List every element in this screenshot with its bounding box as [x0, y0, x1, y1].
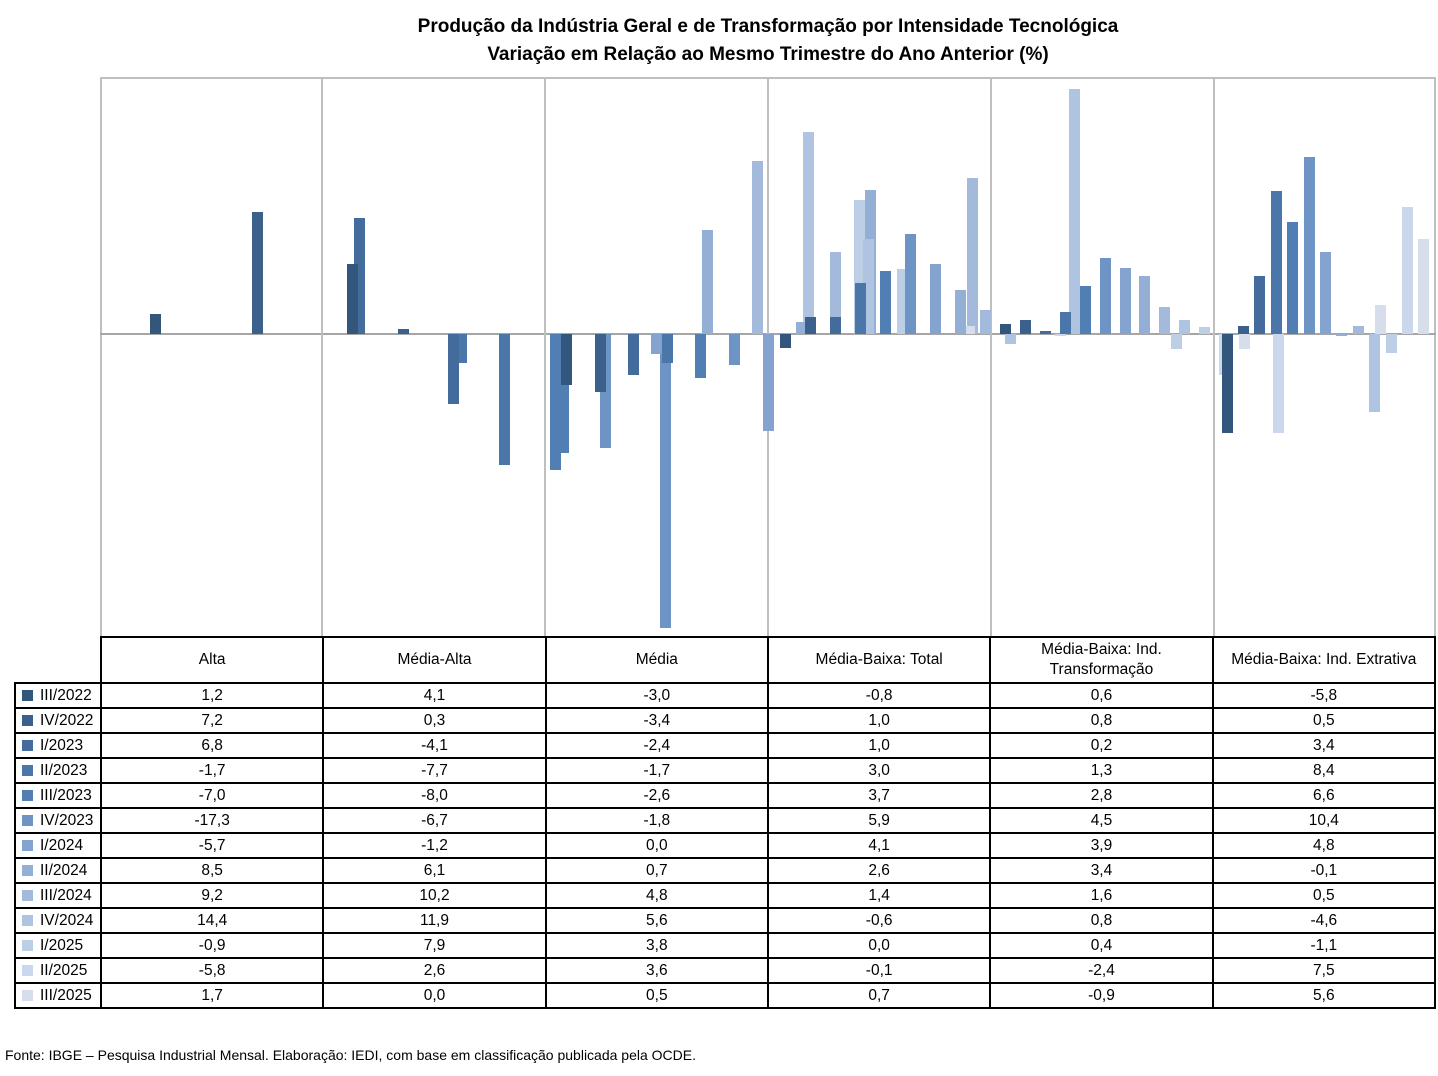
- value-cell-ii-2024-m-dia-alta: 6,1: [323, 858, 545, 883]
- value-cell-iii-2025-m-dia-baixa-total: 0,7: [768, 983, 990, 1008]
- table-header-row: [15, 637, 1435, 683]
- value-cell-ii-2024-m-dia-baixa-ind-extrativa: -0,1: [1213, 858, 1435, 883]
- table-row-ii-2023: [15, 758, 1435, 783]
- value-cell-i-2023-alta: 6,8: [101, 733, 323, 758]
- value-cell-ii-2023-m-dia-baixa-ind-extrativa: 8,4: [1213, 758, 1435, 783]
- legend-swatch-iv-2024: [22, 915, 33, 926]
- legend-swatch-iv-2022: [22, 715, 33, 726]
- bar-i-2023-m-dia-baixa-ind-extrativa: [1254, 276, 1265, 334]
- bar-iv-2023-m-dia-baixa-ind-extrativa: [1304, 157, 1315, 334]
- legend-swatch-i-2024: [22, 840, 33, 851]
- bar-ii-2023-m-dia-baixa-ind-extrativa: [1271, 191, 1282, 334]
- value-cell-iii-2025-m-dia-alta: 0,0: [323, 983, 545, 1008]
- column-header-m-dia-baixa-ind-extrativa: Média-Baixa: Ind. Extrativa: [1213, 637, 1435, 683]
- legend-swatch-i-2023: [22, 740, 33, 751]
- bar-iii-2022-m-dia-alta: [347, 264, 358, 334]
- legend-swatch-i-2025: [22, 940, 33, 951]
- value-cell-ii-2025-alta: -5,8: [101, 958, 323, 983]
- row-label-iv-2022: IV/2022: [15, 708, 101, 733]
- bar-iii-2024-alta: [967, 178, 978, 334]
- value-cell-i-2024-alta: -5,7: [101, 833, 323, 858]
- table-row-iv-2024: [15, 908, 1435, 933]
- bar-ii-2025-alta: [1273, 334, 1284, 433]
- value-cell-iii-2022-m-dia-alta: 4,1: [323, 683, 545, 708]
- legend-swatch-iii-2024: [22, 890, 33, 901]
- legend-swatch-ii-2023: [22, 765, 33, 776]
- value-cell-iii-2022-m-dia-baixa-total: -0,8: [768, 683, 990, 708]
- value-cell-i-2023-m-dia-baixa-ind-transforma-o: 0,2: [990, 733, 1212, 758]
- value-cell-iii-2024-m-dia: 4,8: [546, 883, 768, 908]
- chart-panel-alta: [100, 77, 323, 636]
- bar-iii-2023-m-dia-baixa-total: [880, 271, 891, 334]
- bar-i-2023-m-dia-alta: [448, 334, 459, 404]
- value-cell-iv-2024-m-dia-baixa-total: -0,6: [768, 908, 990, 933]
- value-cell-ii-2023-m-dia-baixa-total: 3,0: [768, 758, 990, 783]
- legend-swatch-iii-2023: [22, 790, 33, 801]
- row-label-ii-2024: II/2024: [15, 858, 101, 883]
- value-cell-i-2023-m-dia-baixa-ind-extrativa: 3,4: [1213, 733, 1435, 758]
- value-cell-ii-2024-m-dia-baixa-total: 2,6: [768, 858, 990, 883]
- bar-iii-2025-alta: [1375, 305, 1386, 334]
- bar-i-2025-alta: [1171, 334, 1182, 349]
- bar-iii-2023-m-dia-alta: [550, 334, 561, 470]
- bar-iii-2023-m-dia-baixa-ind-extrativa: [1287, 222, 1298, 334]
- bar-iii-2023-m-dia-baixa-ind-transforma-o: [1080, 286, 1091, 334]
- value-cell-i-2025-alta: -0,9: [101, 933, 323, 958]
- bar-ii-2023-m-dia-alta: [499, 334, 510, 465]
- table-body: [15, 683, 1435, 1008]
- value-cell-i-2025-m-dia: 3,8: [546, 933, 768, 958]
- bar-ii-2023-m-dia-baixa-ind-transforma-o: [1060, 312, 1071, 334]
- value-cell-ii-2023-m-dia: -1,7: [546, 758, 768, 783]
- chart-title: Produção da Indústria Geral e de Transformação por Intensidade Tecnológica: [417, 16, 1119, 37]
- bar-i-2024-m-dia-alta: [651, 334, 662, 354]
- row-label-ii-2025: II/2025: [15, 958, 101, 983]
- chart-plot-area: [100, 77, 1436, 636]
- bar-iv-2024-m-dia-baixa-ind-transforma-o: [1179, 320, 1190, 334]
- value-cell-iv-2024-m-dia-baixa-ind-extrativa: -4,6: [1213, 908, 1435, 933]
- bar-iv-2023-alta: [660, 334, 671, 628]
- bar-iii-2022-m-dia-baixa-total: [780, 334, 791, 348]
- row-label-i-2024: I/2024: [15, 833, 101, 858]
- row-label-ii-2023: II/2023: [15, 758, 101, 783]
- value-cell-i-2024-m-dia-baixa-ind-transforma-o: 3,9: [990, 833, 1212, 858]
- bar-i-2025-m-dia-baixa-ind-extrativa: [1386, 334, 1397, 353]
- bar-iii-2024-m-dia-baixa-ind-transforma-o: [1159, 307, 1170, 334]
- value-cell-ii-2024-m-dia-baixa-ind-transforma-o: 3,4: [990, 858, 1212, 883]
- value-cell-i-2024-m-dia-baixa-ind-extrativa: 4,8: [1213, 833, 1435, 858]
- bar-iii-2025-m-dia-baixa-ind-extrativa: [1418, 239, 1429, 334]
- value-cell-iv-2023-m-dia-baixa-total: 5,9: [768, 808, 990, 833]
- value-cell-ii-2025-m-dia: 3,6: [546, 958, 768, 983]
- bar-i-2024-m-dia-baixa-ind-extrativa: [1320, 252, 1331, 334]
- row-label-iii-2025: III/2025: [15, 983, 101, 1008]
- bar-iv-2022-m-dia-baixa-ind-extrativa: [1238, 326, 1249, 334]
- bar-iv-2024-m-dia-alta: [803, 132, 814, 334]
- bar-ii-2024-m-dia-alta: [702, 230, 713, 334]
- bar-iii-2024-m-dia-alta: [752, 161, 763, 334]
- value-cell-iv-2023-m-dia: -1,8: [546, 808, 768, 833]
- value-cell-iii-2024-m-dia-baixa-total: 1,4: [768, 883, 990, 908]
- table-row-ii-2025: [15, 958, 1435, 983]
- value-cell-iii-2025-m-dia: 0,5: [546, 983, 768, 1008]
- bar-iv-2023-m-dia: [729, 334, 740, 365]
- chart-subtitle: Variação em Relação ao Mesmo Trimestre do Ano Anterior (%): [487, 44, 1049, 65]
- value-cell-i-2025-m-dia-baixa-total: 0,0: [768, 933, 990, 958]
- chart-panel-m-dia-baixa-ind-transforma-o: [992, 77, 1215, 636]
- value-cell-iii-2023-m-dia: -2,6: [546, 783, 768, 808]
- value-cell-ii-2023-alta: -1,7: [101, 758, 323, 783]
- table-row-iii-2022: [15, 683, 1435, 708]
- bar-ii-2025-m-dia-baixa-total: [1055, 334, 1066, 336]
- bar-ii-2023-m-dia-baixa-total: [855, 283, 866, 334]
- bar-ii-2023-m-dia: [662, 334, 673, 363]
- value-cell-i-2025-m-dia-baixa-ind-transforma-o: 0,4: [990, 933, 1212, 958]
- bar-iv-2024-m-dia-baixa-total: [1005, 334, 1016, 344]
- value-cell-ii-2025-m-dia-baixa-ind-extrativa: 7,5: [1213, 958, 1435, 983]
- value-cell-iv-2022-alta: 7,2: [101, 708, 323, 733]
- bar-iv-2022-m-dia-alta: [398, 329, 409, 334]
- table-row-iii-2025: [15, 983, 1435, 1008]
- table-row-i-2025: [15, 933, 1435, 958]
- value-cell-iii-2022-m-dia-baixa-ind-extrativa: -5,8: [1213, 683, 1435, 708]
- table-header-row: [15, 637, 1435, 683]
- value-cell-iii-2022-alta: 1,2: [101, 683, 323, 708]
- value-cell-i-2025-m-dia-baixa-ind-extrativa: -1,1: [1213, 933, 1435, 958]
- bar-iv-2022-alta: [252, 212, 263, 334]
- legend-swatch-ii-2024: [22, 865, 33, 876]
- value-cell-iv-2024-alta: 14,4: [101, 908, 323, 933]
- legend-swatch-iv-2023: [22, 815, 33, 826]
- value-cell-ii-2023-m-dia-alta: -7,7: [323, 758, 545, 783]
- bar-iv-2022-m-dia: [595, 334, 606, 392]
- bar-i-2023-m-dia-baixa-total: [830, 317, 841, 334]
- bar-i-2023-m-dia-baixa-ind-transforma-o: [1040, 331, 1051, 334]
- bar-ii-2025-m-dia-baixa-ind-extrativa: [1402, 207, 1413, 334]
- table-row-iv-2023: [15, 808, 1435, 833]
- value-cell-iii-2024-m-dia-alta: 10,2: [323, 883, 545, 908]
- bar-iii-2022-m-dia-baixa-ind-transforma-o: [1000, 324, 1011, 334]
- column-header-m-dia-baixa-ind-transforma-o: Média-Baixa: Ind. Transformação: [990, 637, 1212, 683]
- value-cell-iii-2024-m-dia-baixa-ind-extrativa: 0,5: [1213, 883, 1435, 908]
- value-cell-iii-2023-alta: -7,0: [101, 783, 323, 808]
- value-cell-ii-2025-m-dia-baixa-ind-transforma-o: -2,4: [990, 958, 1212, 983]
- value-cell-iii-2022-m-dia: -3,0: [546, 683, 768, 708]
- legend-swatch-iii-2022: [22, 690, 33, 701]
- value-cell-iv-2022-m-dia-baixa-ind-extrativa: 0,5: [1213, 708, 1435, 733]
- bar-iv-2023-m-dia-baixa-total: [905, 234, 916, 334]
- value-cell-iv-2023-alta: -17,3: [101, 808, 323, 833]
- value-cell-iii-2024-alta: 9,2: [101, 883, 323, 908]
- bar-iv-2024-alta: [1069, 89, 1080, 334]
- value-cell-iii-2024-m-dia-baixa-ind-transforma-o: 1,6: [990, 883, 1212, 908]
- table-row-iii-2024: [15, 883, 1435, 908]
- value-cell-ii-2025-m-dia-alta: 2,6: [323, 958, 545, 983]
- value-cell-ii-2025-m-dia-baixa-total: -0,1: [768, 958, 990, 983]
- value-cell-i-2023-m-dia: -2,4: [546, 733, 768, 758]
- value-cell-iv-2022-m-dia-baixa-total: 1,0: [768, 708, 990, 733]
- bar-iv-2022-m-dia-baixa-total: [805, 317, 816, 334]
- bar-iv-2022-m-dia-baixa-ind-transforma-o: [1020, 320, 1031, 334]
- value-cell-i-2024-m-dia-alta: -1,2: [323, 833, 545, 858]
- data-table: [14, 636, 1436, 1009]
- row-label-iv-2023: IV/2023: [15, 808, 101, 833]
- bar-iii-2024-m-dia-baixa-total: [980, 310, 991, 334]
- chart-panel-m-dia-baixa-ind-extrativa: [1215, 77, 1436, 636]
- table-row-iii-2023: [15, 783, 1435, 808]
- value-cell-iii-2023-m-dia-baixa-ind-extrativa: 6,6: [1213, 783, 1435, 808]
- value-cell-ii-2023-m-dia-baixa-ind-transforma-o: 1,3: [990, 758, 1212, 783]
- value-cell-iii-2022-m-dia-baixa-ind-transforma-o: 0,6: [990, 683, 1212, 708]
- table-row-ii-2024: [15, 858, 1435, 883]
- table-row-i-2023: [15, 733, 1435, 758]
- bar-i-2024-alta: [763, 334, 774, 431]
- value-cell-iv-2024-m-dia-alta: 11,9: [323, 908, 545, 933]
- chart-panel-m-dia: [546, 77, 769, 636]
- value-cell-ii-2024-m-dia: 0,7: [546, 858, 768, 883]
- value-cell-iv-2022-m-dia: -3,4: [546, 708, 768, 733]
- row-label-iii-2023: III/2023: [15, 783, 101, 808]
- value-cell-iv-2022-m-dia-alta: 0,3: [323, 708, 545, 733]
- column-header-m-dia-baixa-total: Média-Baixa: Total: [768, 637, 990, 683]
- bar-iii-2022-m-dia-baixa-ind-extrativa: [1222, 334, 1233, 433]
- bar-iii-2023-m-dia: [695, 334, 706, 378]
- value-cell-i-2024-m-dia-baixa-total: 4,1: [768, 833, 990, 858]
- value-cell-iii-2025-m-dia-baixa-ind-extrativa: 5,6: [1213, 983, 1435, 1008]
- bar-i-2023-m-dia: [628, 334, 639, 375]
- value-cell-ii-2024-alta: 8,5: [101, 858, 323, 883]
- column-header-m-dia: Média: [546, 637, 768, 683]
- value-cell-i-2023-m-dia-baixa-total: 1,0: [768, 733, 990, 758]
- table-row-iv-2022: [15, 708, 1435, 733]
- legend-swatch-ii-2025: [22, 965, 33, 976]
- row-label-iii-2024: III/2024: [15, 883, 101, 908]
- bar-i-2024-m-dia-baixa-total: [930, 264, 941, 334]
- source-note: Fonte: IBGE – Pesquisa Industrial Mensal. Elaboração: IEDI, com base em classificação publicada pela OCDE.: [5, 1047, 697, 1063]
- bar-i-2024-m-dia-baixa-ind-transforma-o: [1120, 268, 1131, 334]
- row-label-iv-2024: IV/2024: [15, 908, 101, 933]
- value-cell-i-2023-m-dia-alta: -4,1: [323, 733, 545, 758]
- value-cell-iii-2023-m-dia-baixa-ind-transforma-o: 2,8: [990, 783, 1212, 808]
- row-label-iii-2022: III/2022: [15, 683, 101, 708]
- bar-iv-2023-m-dia-baixa-ind-transforma-o: [1100, 258, 1111, 334]
- value-cell-i-2025-m-dia-alta: 7,9: [323, 933, 545, 958]
- value-cell-iv-2023-m-dia-baixa-ind-transforma-o: 4,5: [990, 808, 1212, 833]
- value-cell-iv-2023-m-dia-alta: -6,7: [323, 808, 545, 833]
- column-header-m-dia-alta: Média-Alta: [323, 637, 545, 683]
- bar-iii-2025-m-dia-baixa-ind-transforma-o: [1239, 334, 1250, 349]
- bar-iv-2024-m-dia-baixa-ind-extrativa: [1369, 334, 1380, 412]
- value-cell-iii-2025-m-dia-baixa-ind-transforma-o: -0,9: [990, 983, 1212, 1008]
- legend-swatch-iii-2025: [22, 990, 33, 1001]
- row-label-i-2025: I/2025: [15, 933, 101, 958]
- column-header-alta: Alta: [101, 637, 323, 683]
- table-row-i-2024: [15, 833, 1435, 858]
- value-cell-iii-2025-alta: 1,7: [101, 983, 323, 1008]
- value-cell-i-2024-m-dia: 0,0: [546, 833, 768, 858]
- bar-ii-2024-m-dia-baixa-total: [955, 290, 966, 334]
- bar-ii-2024-m-dia-baixa-ind-extrativa: [1336, 334, 1347, 336]
- value-cell-iv-2024-m-dia-baixa-ind-transforma-o: 0,8: [990, 908, 1212, 933]
- chart-panel-m-dia-alta: [323, 77, 546, 636]
- bar-iii-2022-alta: [150, 314, 161, 334]
- value-cell-iii-2023-m-dia-baixa-total: 3,7: [768, 783, 990, 808]
- bar-iii-2024-m-dia-baixa-ind-extrativa: [1353, 326, 1364, 334]
- bar-i-2025-m-dia-baixa-ind-transforma-o: [1199, 327, 1210, 334]
- bar-iii-2022-m-dia: [561, 334, 572, 385]
- row-label-i-2023: I/2023: [15, 733, 101, 758]
- chart-panels: [100, 77, 1436, 636]
- bar-ii-2024-m-dia-baixa-ind-transforma-o: [1139, 276, 1150, 334]
- table-corner-cell: [15, 637, 101, 683]
- value-cell-iii-2023-m-dia-alta: -8,0: [323, 783, 545, 808]
- value-cell-iv-2024-m-dia: 5,6: [546, 908, 768, 933]
- value-cell-iv-2023-m-dia-baixa-ind-extrativa: 10,4: [1213, 808, 1435, 833]
- value-cell-iv-2022-m-dia-baixa-ind-transforma-o: 0,8: [990, 708, 1212, 733]
